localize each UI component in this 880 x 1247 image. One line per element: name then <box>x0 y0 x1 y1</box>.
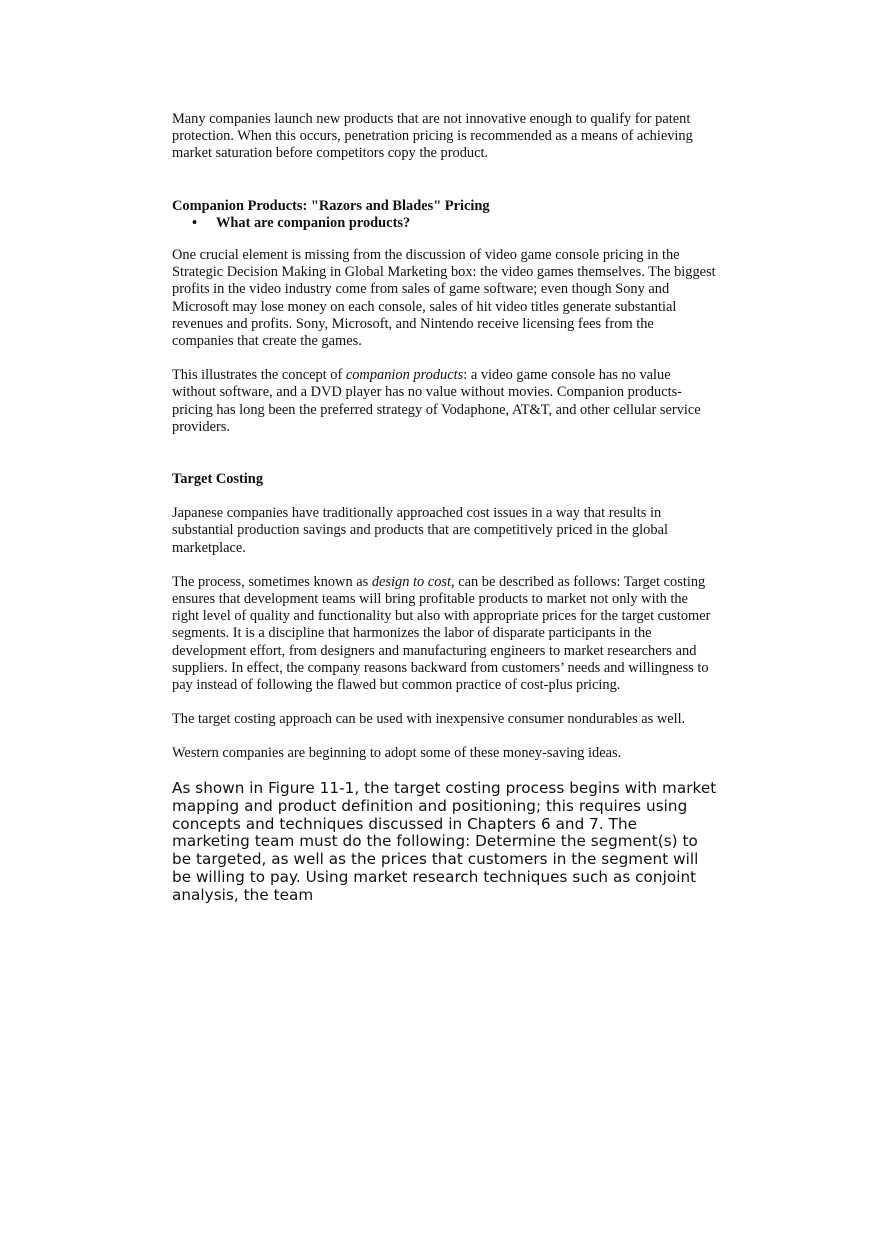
companion-paragraph-2-start: This illustrates the concept of <box>172 367 346 384</box>
target-paragraph-3: The target costing approach can be used with inexpensive consumer nondurables as well. <box>172 711 686 728</box>
target-paragraph-4: Western companies are beginning to adopt some of these money-saving ideas. <box>172 745 622 762</box>
companion-paragraph-2-end: : a video game console has no value without software, and a DVD player has no value without movies. Companion products-pricing has long been the preferred strategy of Vodaphone, AT&T, and other cellular service providers. <box>172 367 701 435</box>
section-heading-companion-products: Companion Products: "Razors and Blades" Pricing <box>172 197 490 214</box>
companion-paragraph-2 <box>172 367 717 436</box>
bullet-text: What are companion products? <box>216 214 411 231</box>
section-heading-target-costing: Target Costing <box>172 471 264 488</box>
target-paragraph-2-start: The process, sometimes known as <box>172 573 372 590</box>
companion-paragraph-1: One crucial element is missing from the discussion of video game console pricing in the Strategic Decision Making in Global Marketing box: the video games themselves. The biggest profits in the video industry come from sales of game software; even though Sony and Microsoft may lose money on each console, sales of hit video titles generate substantial revenues and profits. Sony, Microsoft, and Nintendo receive licensing fees from the companies that create the games. <box>172 247 716 350</box>
target-paragraph-1: Japanese companies have traditionally approached cost issues in a way that results in substantial production savings and products that are competitively priced in the global marketplace. <box>172 505 668 556</box>
document-page <box>172 111 717 905</box>
target-paragraph-5: As shown in Figure 11-1, the target costing process begins with market mapping and product definition and positioning; this requires using concepts and techniques discussed in Chapters 6 and 7. The marketing team must do the following: Determine the segment(s) to be targeted, as well as the prices that customers in the segment will be willing to pay. Using market research techniques such as conjoint analysis, the team <box>172 778 717 905</box>
intro-paragraph: Many companies launch new products that are not innovative enough to qualify for patent protection. When this occurs, penetration pricing is recommended as a means of achieving market saturation before competitors copy the product. <box>172 111 693 162</box>
companion-products-term: companion products <box>345 367 464 384</box>
bullet-item <box>172 215 717 232</box>
bullet-icon: • <box>192 214 198 231</box>
target-paragraph-2-end: , can be described as follows: Target costing ensures that development teams will bring profitable products to market not only with the right level of quality and functionality but also with appropriate prices for the target customer segments. It is a discipline that harmonizes the labor of disparate participants in the development effort, from designers and manufacturing engineers to market researchers and suppliers. In effect, the company reasons backward from customers’ needs and willingness to pay instead of following the flawed but common practice of cost-plus pricing. <box>172 573 711 694</box>
target-paragraph-2 <box>172 574 717 694</box>
design-to-cost-term: design to cost <box>371 573 451 590</box>
